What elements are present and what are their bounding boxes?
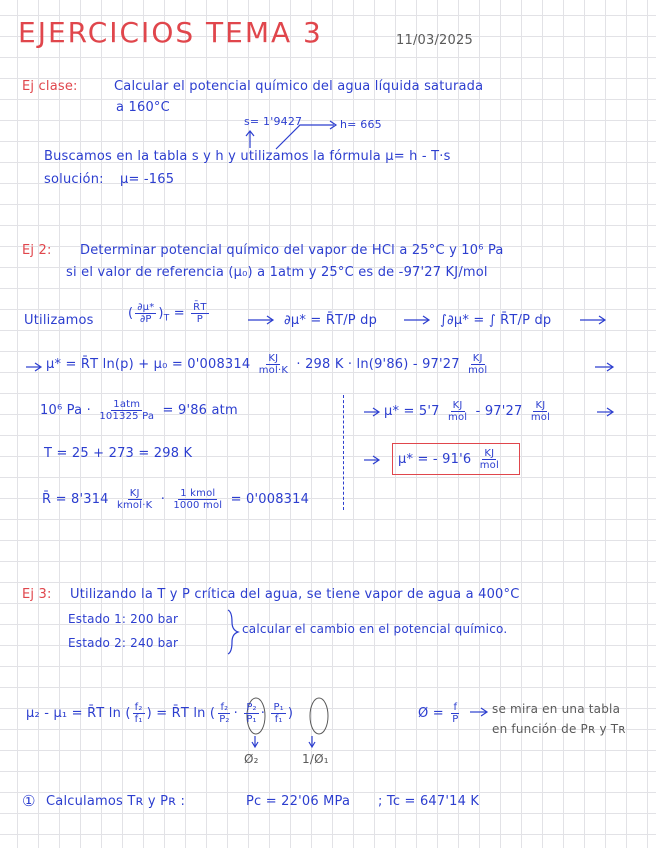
phi-num: f: [453, 702, 458, 713]
r-conv-den: 1000 mol: [173, 500, 223, 511]
phi-def-label: Ø =: [418, 706, 444, 721]
solution-value: μ= -165: [120, 172, 175, 187]
utilizamos-label: Utilizamos: [24, 313, 94, 328]
eq1-rhs-num: R̄T: [193, 302, 207, 313]
mu-result-unit-den: mol: [479, 460, 499, 471]
eq1-step3: ∫∂μ* = ∫ R̄T/P dp: [440, 313, 552, 328]
conv-den: 101325 Pa: [99, 411, 155, 422]
phi-den: P: [452, 714, 459, 725]
conv-result: = 9'86 atm: [162, 403, 238, 418]
eq1-rhs-den: P: [196, 314, 204, 325]
exercise-statement: Calcular el potencial químico del agua líquida saturada: [114, 79, 484, 94]
eq3-left: μ₂ - μ₁ = R̄T ln: [26, 706, 122, 721]
mu-result-value: μ* = - 91'6: [398, 452, 472, 467]
eq1-lhs-den: ∂P: [140, 314, 152, 325]
mu-result: [398, 448, 503, 471]
mu-calc: [384, 400, 554, 423]
eq2-unit2-den: mol: [468, 365, 488, 376]
conv-num: 1atm: [113, 399, 141, 410]
estado-1: Estado 1: 200 bar: [68, 612, 179, 626]
r-unit-num: KJ: [129, 488, 140, 499]
eq2-right: · 298 K · ln(9'86) - 97'27: [296, 357, 460, 372]
eq2-left: μ* = R̄T ln(p) + μ₀ = 0'008314: [46, 357, 251, 372]
solution-label: solución:: [44, 172, 104, 187]
mu-calc-unit2-den: mol: [530, 412, 551, 423]
exercise-label-clase: Ej clase:: [22, 79, 78, 94]
eq1-lhs-num: ∂μ*: [137, 302, 155, 313]
eq3-mid: = R̄T ln: [156, 706, 206, 721]
temperature: T = 25 + 273 = 298 K: [44, 446, 193, 461]
mu-calc-unit-den: mol: [448, 412, 468, 423]
mu-calc-rest: - 97'27: [475, 404, 523, 419]
critical-temperature: ; Tc = 647'14 K: [378, 794, 480, 809]
eq2-unit-den: mol·K: [258, 365, 289, 376]
phi-note-1: se mira en una tabla: [492, 702, 621, 716]
phi-1-inverse: 1/Ø₁: [302, 752, 329, 766]
estado-2: Estado 2: 240 bar: [68, 636, 179, 650]
page-title: EJERCICIOS TEMA 3: [18, 16, 323, 49]
phi-note-2: en función de Pʀ y Tʀ: [492, 722, 626, 736]
r-unit-den: kmol·K: [117, 500, 153, 511]
exercise-3-statement: Utilizando la T y P crítica del agua, se tiene vapor de agua a 400°C: [70, 587, 520, 602]
exercise-statement-cont: a 160°C: [116, 100, 170, 115]
calc-instruction: calcular el cambio en el potencial químico.: [242, 622, 508, 636]
mu-result-unit-num: KJ: [484, 448, 495, 459]
conv-left: 10⁶ Pa ·: [40, 403, 91, 418]
column-separator: [343, 395, 344, 510]
partial-derivative: ( $\frac{\partial\mu*}{\partial P}$ )$_T$ = $\frac{R̄T}{P}$: [128, 302, 207, 325]
method-line: Buscamos en la tabla s y h y utilizamos la fórmula μ= h - T·s: [44, 149, 451, 164]
h-value: h= 665: [340, 118, 382, 131]
eq3-a-den: P₂: [219, 714, 230, 725]
eq2-unit-num: KJ: [268, 353, 279, 364]
s-value: s= 1'9427: [244, 115, 303, 128]
fugacity-equation: μ₂ - μ₁ = R̄T ln ( $\frac{\text{f₂}}{\text{f₁}}$ ) = R̄T ln ( $\frac{\text{f₂}}{\text{P₂}}$ · $\frac{\text{P₂}}{\text{P₁}}$ · $\frac{\text{P₁}}{\text{f₁}}$ ): [26, 702, 294, 725]
mu-calc-left: μ* = 5'7: [384, 404, 440, 419]
r-left: R̄ = 8'314: [42, 492, 109, 507]
eq3-b-den: P₁: [246, 714, 257, 725]
eq3-f-den: f₁: [134, 714, 143, 725]
eq3-f-num: f₂: [134, 702, 143, 713]
eq3-c-den: f₁: [274, 714, 283, 725]
date: 11/03/2025: [396, 33, 473, 48]
exercise-2-statement: Determinar potencial químico del vapor de HCl a 25°C y 10⁶ Pa: [80, 243, 504, 258]
mu-calc-unit-num: KJ: [452, 400, 463, 411]
phi-definition: [418, 702, 462, 725]
phi-2: Ø₂: [244, 752, 259, 766]
eq2-unit2-num: KJ: [472, 353, 483, 364]
eq3-b-num: P₂: [246, 702, 257, 713]
eq1-step2: ∂μ* = R̄T/P dp: [284, 313, 378, 328]
step-1: Calculamos Tʀ y Pʀ :: [46, 794, 186, 809]
exercise-label-2: Ej 2:: [22, 243, 52, 258]
gas-constant: R̄ = 8'314 $\frac{KJ}{\text{kmol·K}}$ · $\frac{\text{1 kmol}}{\text{1000 mol}}$ = 0'008314: [42, 488, 310, 511]
eq2: [46, 353, 491, 376]
mu-calc-unit2-num: KJ: [535, 400, 546, 411]
pressure-conversion: [40, 399, 238, 422]
exercise-2-statement-cont: si el valor de referencia (μ₀) a 1atm y 25°C es de -97'27 KJ/mol: [66, 265, 488, 280]
exercise-label-3: Ej 3:: [22, 587, 52, 602]
step-1-number: ①: [22, 792, 36, 810]
eq3-a-num: f₂: [220, 702, 229, 713]
critical-pressure: Pc = 22'06 MPa: [246, 794, 351, 809]
eq1-sub: T: [163, 313, 170, 324]
r-conv-num: 1 kmol: [180, 488, 216, 499]
eq3-c-num: P₁: [273, 702, 284, 713]
r-result: = 0'008314: [230, 492, 310, 507]
